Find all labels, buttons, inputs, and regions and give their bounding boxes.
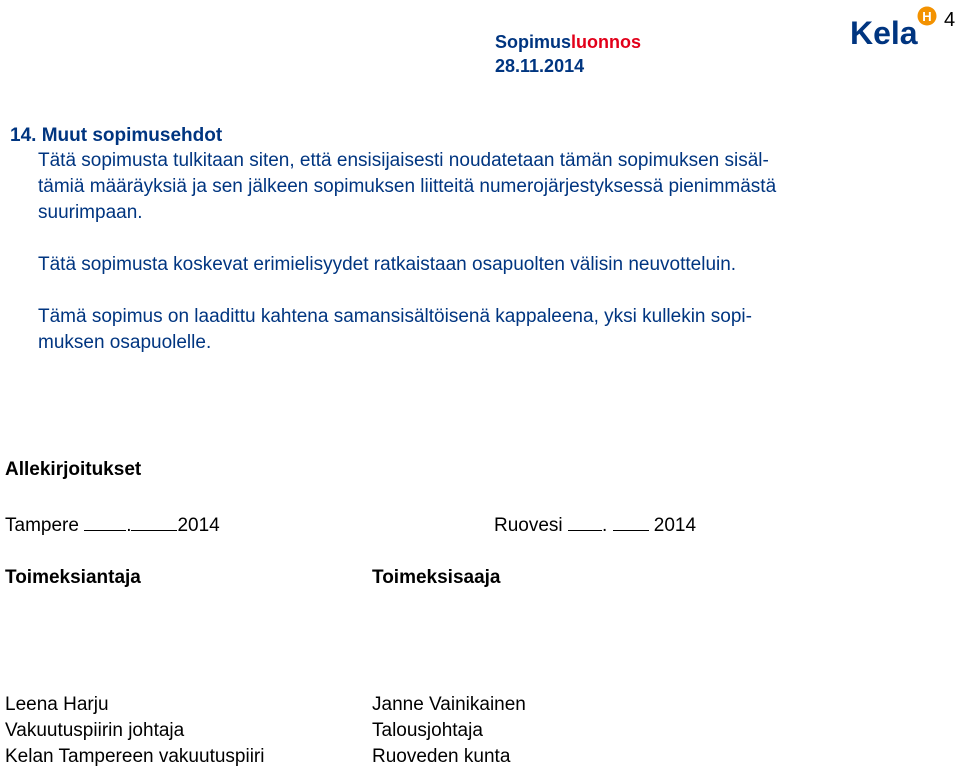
signatory-right: [372, 692, 526, 770]
paragraph-disputes: [38, 252, 736, 278]
paragraph-line: suurimpaan.: [38, 202, 143, 223]
draft-marker: luonnos: [571, 32, 642, 52]
year: 2014: [177, 515, 220, 536]
day-blank: [568, 512, 602, 531]
signatory-name: Leena Harju: [5, 694, 109, 715]
role-client: Toimeksiantaja: [5, 567, 141, 588]
paragraph-copies: [38, 304, 752, 356]
month-blank: [131, 512, 177, 531]
signatures-heading: Allekirjoitukset: [5, 459, 142, 480]
date-separator: .: [601, 515, 608, 536]
document-date: 28.11.2014: [495, 56, 585, 76]
document-title: [495, 31, 641, 53]
month-blank: [613, 512, 649, 531]
signatory-title: Vakuutuspiirin johtaja: [5, 720, 185, 741]
place-date-right: [494, 512, 696, 538]
paragraph-line: muksen osapuolelle.: [38, 332, 212, 353]
kela-logo: [850, 4, 938, 48]
logo-text: Kela: [850, 15, 918, 48]
paragraph-line: Tätä sopimusta koskevat erimielisyydet ratkaistaan osapuolten välisin neuvotteluin.: [38, 254, 737, 275]
paragraph-interpretation: [38, 148, 776, 226]
year: 2014: [653, 515, 697, 536]
paragraph-line: Tämä sopimus on laadittu kahtena samansisältöisenä kappaleena, yksi kullekin sopi-: [38, 306, 752, 327]
signatory-title: Talousjohtaja: [372, 720, 483, 741]
role-contractor: Toimeksisaaja: [372, 567, 501, 588]
day-blank: [84, 512, 126, 531]
place-date-left: [5, 512, 220, 538]
page-number: 4: [944, 9, 956, 31]
signatory-organization: Kelan Tampereen vakuutuspiiri: [5, 746, 265, 767]
signatory-left: [5, 692, 264, 770]
paragraph-line: tämiä määräyksiä ja sen jälkeen sopimuksen liitteitä numerojärjestyksessä pienimmästä: [38, 176, 777, 197]
signatory-name: Janne Vainikainen: [372, 694, 526, 715]
signatory-organization: Ruoveden kunta: [372, 746, 511, 767]
title-word: Sopimus: [495, 32, 572, 52]
logo-badge-letter: H: [922, 9, 932, 24]
paragraph-line: Tätä sopimusta tulkitaan siten, että ensisijaisesti noudatetaan tämän sopimuksen sisäl-: [38, 150, 769, 171]
date-separator: .: [126, 515, 132, 536]
place-name: Tampere: [5, 515, 79, 536]
place-name: Ruovesi: [494, 515, 563, 536]
section-heading: 14. Muut sopimusehdot: [10, 125, 223, 146]
